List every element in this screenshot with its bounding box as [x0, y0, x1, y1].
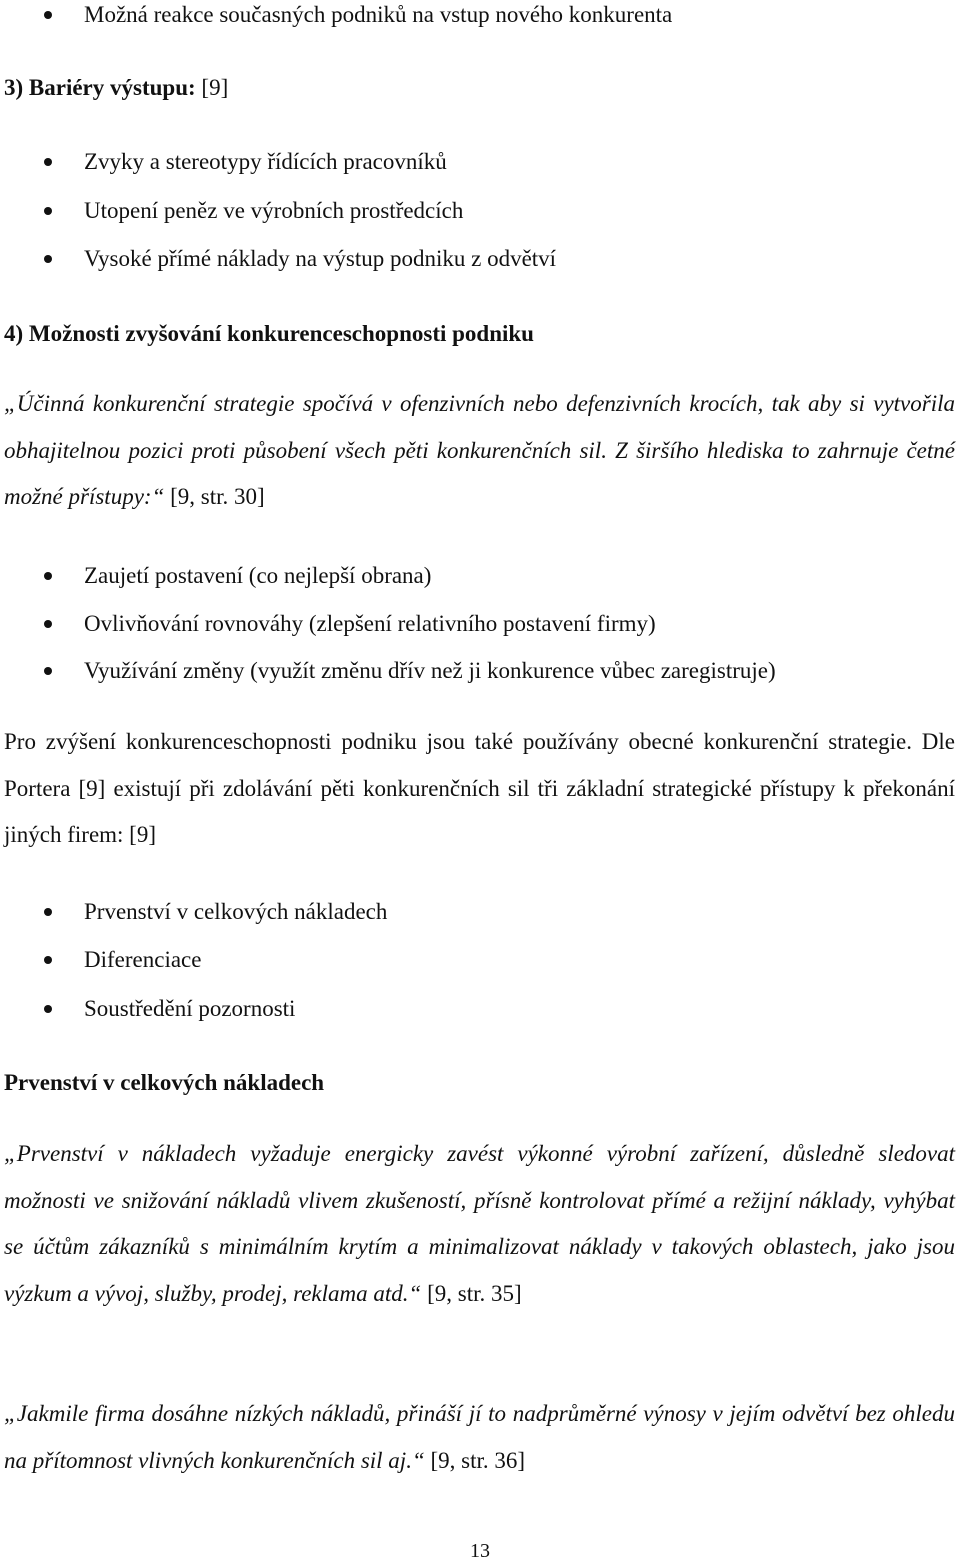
subheading-cost-leadership: Prvenství v celkových nákladech [4, 1070, 325, 1095]
bullet-item: Prvenství v celkových nákladech [84, 898, 387, 927]
bullet-item: Utopení peněz ve výrobních prostředcích [84, 197, 463, 226]
bullet-item: Soustředění pozornosti [84, 995, 295, 1024]
bullet-item: Diferenciace [84, 946, 201, 975]
quote-paragraph: „Účinná konkurenční strategie spočívá v ofenzivních nebo defenzivních krocích, tak aby si vytvořila obhajitelnou pozici proti působení všech pěti konkurenčních sil. Z širšího hlediska to zahrnuje četné možné přístupy:“ [9, str. 30] [4, 391, 955, 509]
page-number: 13 [470, 1540, 490, 1562]
bullet-item: Využívání změny (využít změnu dřív než ji konkurence vůbec zaregistruje) [84, 657, 776, 686]
bullet-item: Zvyky a stereotypy řídících pracovníků [84, 148, 447, 177]
body-paragraph: Pro zvýšení konkurenceschopnosti podniku jsou také používány obecné konkurenční strategie. Dle Portera [9] existují při zdolávání pěti konkurenčních sil tři základní strategické přístupy k překonání jiných firem: [9] [4, 729, 955, 847]
bullet-item: Ovlivňování rovnováhy (zlepšení relativního postavení firmy) [84, 610, 656, 639]
bullet-item: Zaujetí postavení (co nejlepší obrana) [84, 562, 431, 591]
section-heading-competitiveness: 4) Možnosti zvyšování konkurenceschopnosti podniku [4, 321, 534, 346]
quote-paragraph: „Jakmile firma dosáhne nízkých nákladů, přináší jí to nadprůměrné výnosy v jejím odvětví bez ohledu na přítomnost vlivných konkurenčních sil aj.“ [9, str. 36] [4, 1401, 955, 1473]
section-heading-exit-barriers: 3) Bariéry výstupu: [9] [4, 75, 229, 100]
bullet-item: Vysoké přímé náklady na výstup podniku z odvětví [84, 245, 556, 274]
bullet-item: Možná reakce současných podniků na vstup nového konkurenta [84, 1, 672, 30]
quote-paragraph: „Prvenství v nákladech vyžaduje energicky zavést výkonné výrobní zařízení, důsledně sledovat možnosti ve snižování nákladů vlivem zkušeností, přísně kontrolovat přímé a režijní náklady, vyhýbat se účtům zákazníků s minimálním krytím a minimalizovat náklady v takových oblastech, jako jsou výzkum a vývoj, služby, prodej, reklama atd.“ [9, str. 35] [4, 1141, 955, 1306]
